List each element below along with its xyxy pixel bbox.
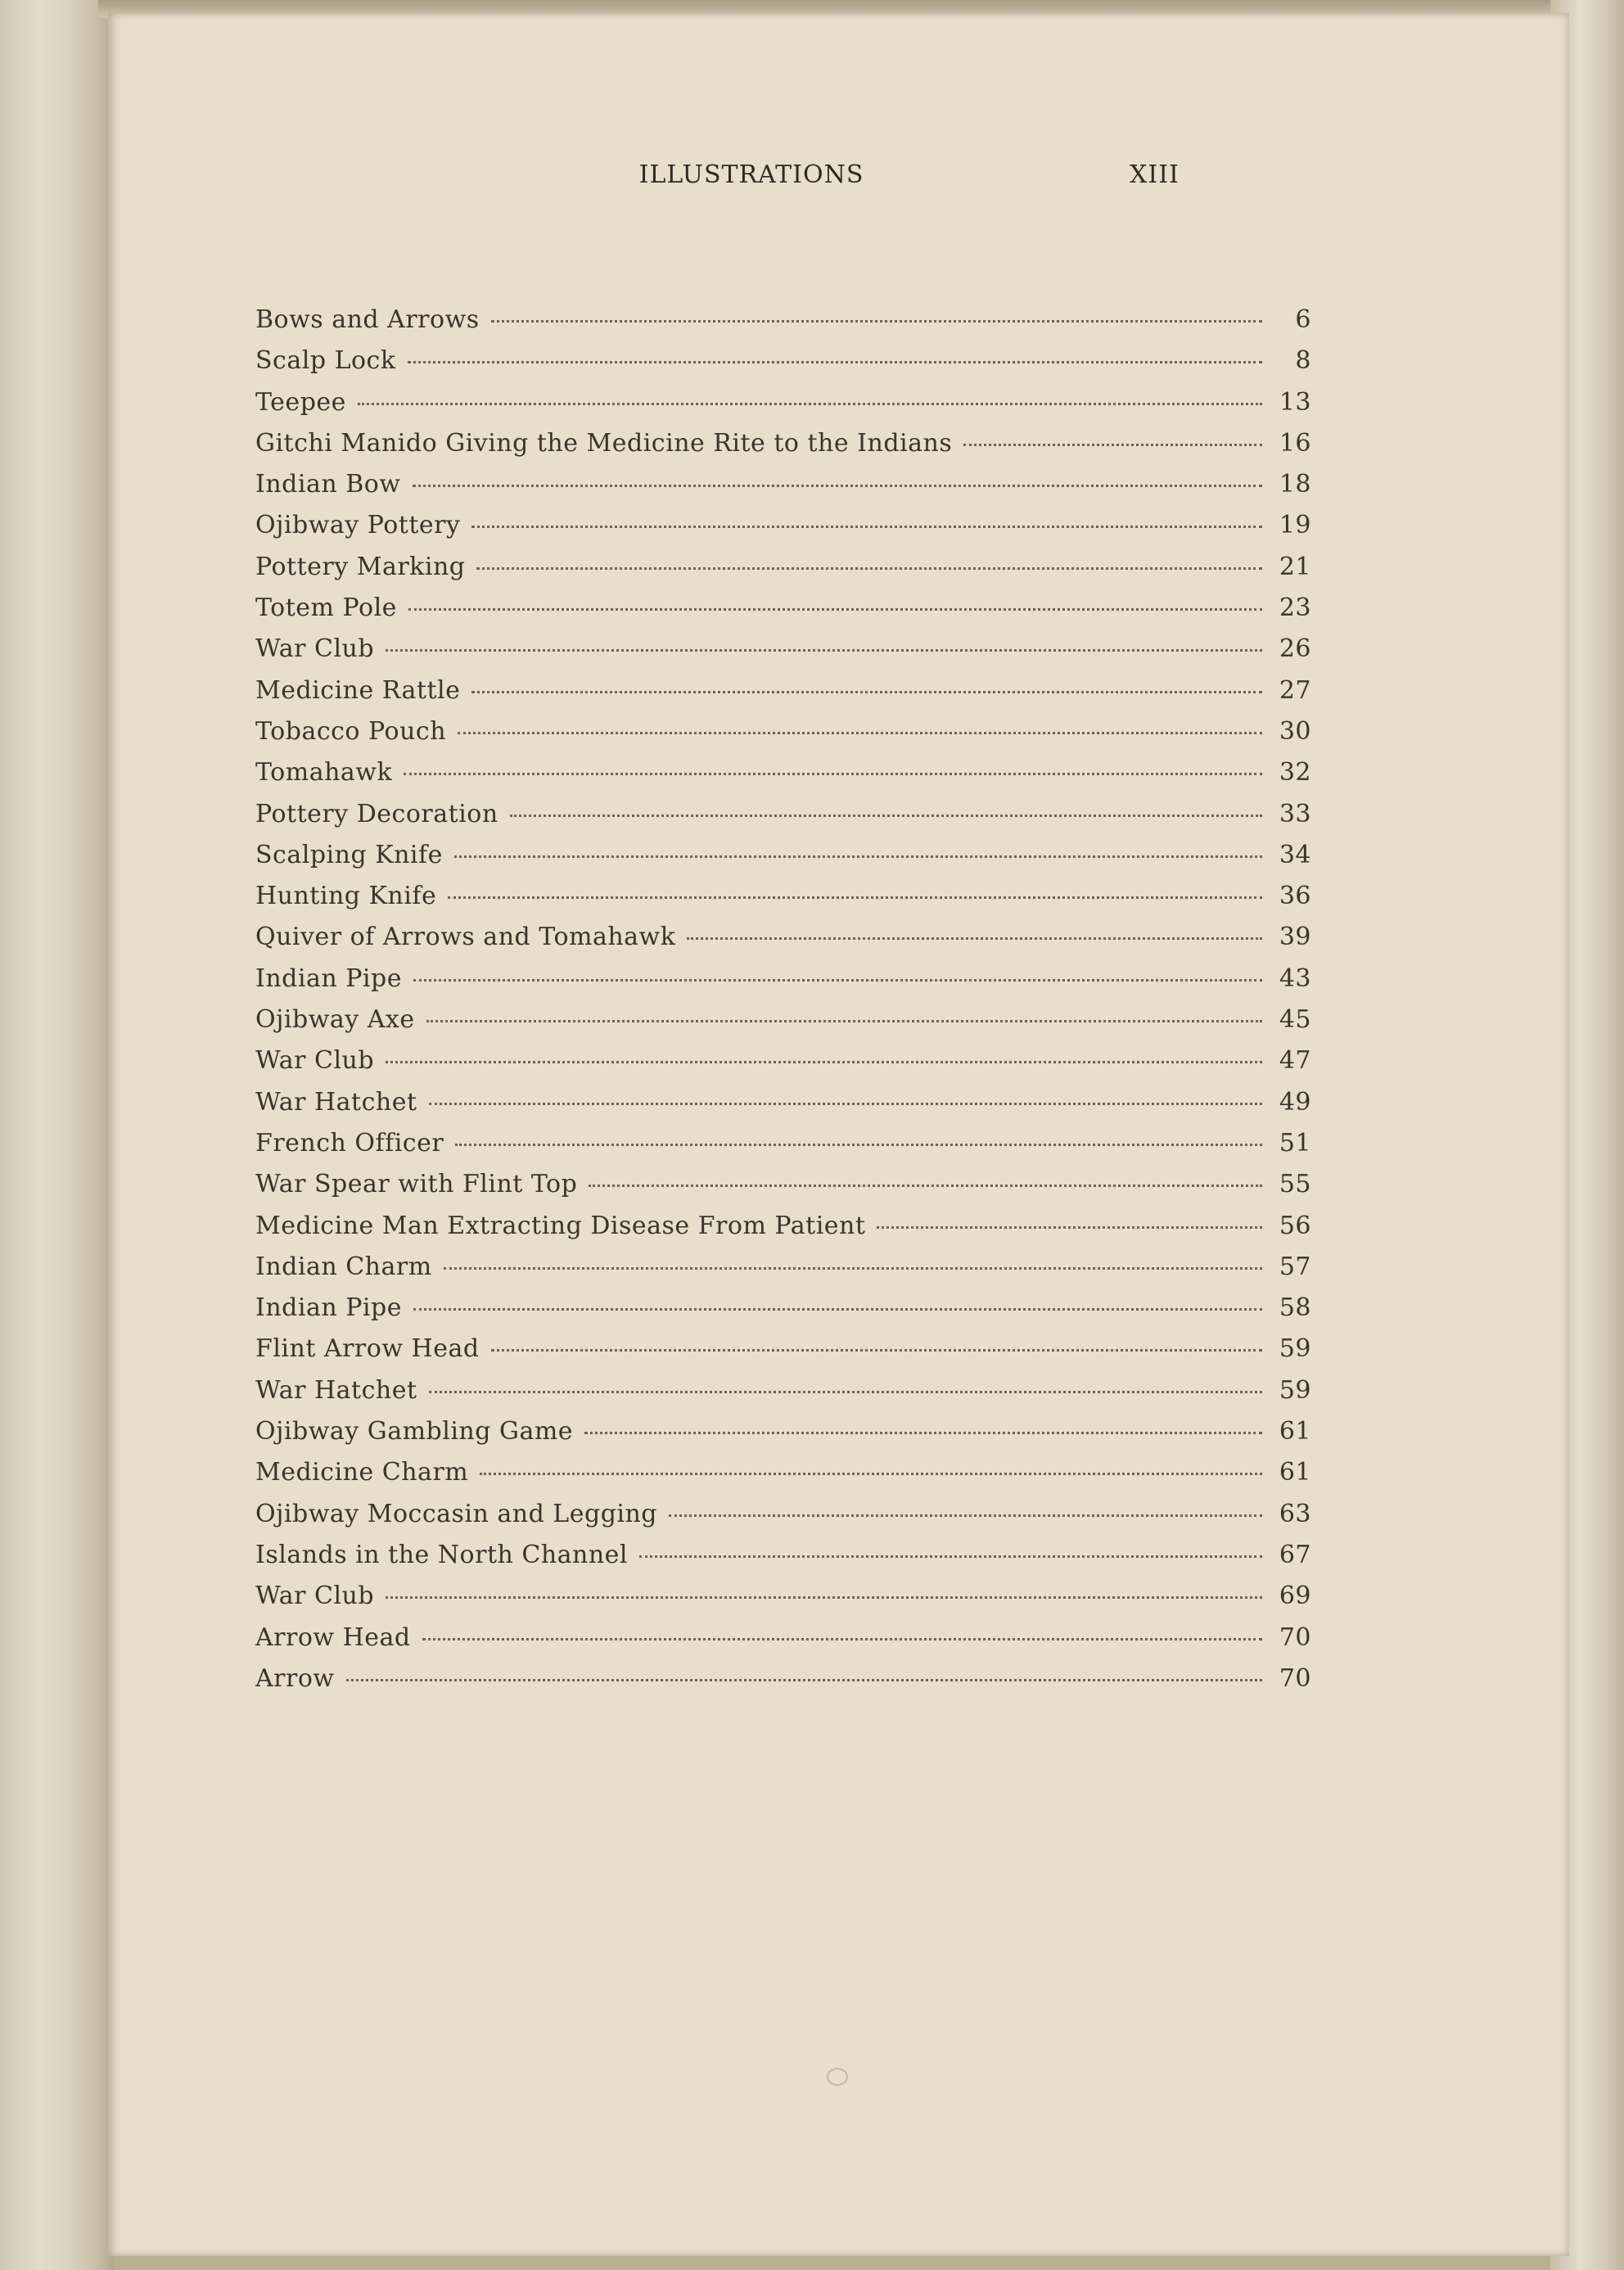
entry-label: Indian Bow [255,470,401,499]
dot-leader [386,649,1262,652]
entry-page-number: 67 [1279,1540,1311,1569]
list-item [255,429,1311,470]
entry-page-number: 59 [1279,1375,1311,1405]
dot-leader [491,1349,1262,1352]
dot-leader [444,1267,1262,1270]
binding-strip [0,0,115,2270]
list-item [255,388,1311,429]
dot-leader [346,1679,1262,1681]
dot-leader [404,773,1262,775]
entry-label: Islands in the North Channel [255,1540,629,1569]
entry-label: War Club [255,1046,375,1076]
dot-leader [454,855,1262,858]
entry-label: Ojibway Gambling Game [255,1417,574,1446]
paper-blemish [827,2068,848,2086]
page-title: ILLUSTRATIONS [638,160,864,189]
entry-label: Indian Pipe [255,964,402,993]
list-item [255,717,1311,758]
entry-page-number: 36 [1279,882,1311,911]
list-item [255,305,1311,346]
list-item [255,841,1311,882]
entry-page-number: 34 [1279,840,1311,869]
dot-leader [422,1638,1262,1640]
list-item [255,553,1311,593]
dot-leader [510,815,1262,817]
list-item [255,511,1311,552]
entry-label: Quiver of Arrows and Tomahawk [255,923,676,952]
entry-label: Gitchi Manido Giving the Medicine Rite to the Indians [255,428,953,458]
list-item [255,1252,1311,1293]
dot-leader [386,1061,1262,1063]
dot-leader [386,1596,1262,1599]
entry-page-number: 51 [1279,1128,1311,1158]
dot-leader [413,979,1262,982]
entry-page-number: 55 [1279,1170,1311,1199]
dot-leader [455,1144,1262,1146]
entry-page-number: 18 [1279,470,1311,499]
entry-label: Tomahawk [255,758,393,788]
entry-label: Arrow Head [255,1622,411,1652]
list-item [255,1334,1311,1375]
dot-leader [458,732,1262,734]
entry-label: Medicine Rattle [255,675,461,705]
entry-page-number: 70 [1279,1622,1311,1652]
entry-label: Hunting Knife [255,882,437,911]
entry-page-number: 45 [1279,1005,1311,1035]
entry-page-number: 8 [1295,346,1311,376]
list-item [255,1417,1311,1458]
entry-label: Arrow [255,1663,335,1693]
list-item [255,923,1311,964]
entry-label: War Spear with Flint Top [255,1170,578,1199]
dot-leader [589,1185,1262,1187]
entry-page-number: 63 [1279,1499,1311,1528]
list-item [255,1046,1311,1087]
entry-page-number: 56 [1279,1211,1311,1240]
entry-page-number: 49 [1279,1087,1311,1117]
dot-leader [408,361,1262,363]
entry-label: Scalp Lock [255,346,396,376]
dot-leader [491,320,1262,323]
dot-leader [480,1473,1262,1475]
entry-label: War Hatchet [255,1087,417,1117]
entry-page-number: 33 [1279,799,1311,828]
list-item [255,800,1311,841]
entry-label: French Officer [255,1128,444,1158]
entry-page-number: 58 [1279,1293,1311,1323]
entry-page-number: 57 [1279,1252,1311,1281]
entry-label: Ojibway Pottery [255,511,461,540]
dot-leader [639,1555,1262,1558]
list-item [255,593,1311,634]
entry-label: War Club [255,1582,375,1611]
list-item [255,1129,1311,1170]
list-item [255,758,1311,799]
entry-label: Bows and Arrows [255,305,480,334]
dot-leader [429,1103,1262,1105]
dot-leader [413,1308,1262,1311]
entry-label: Flint Arrow Head [255,1334,480,1364]
list-item [255,882,1311,923]
list-item [255,1541,1311,1582]
entry-page-number: 19 [1279,511,1311,540]
book-page [108,13,1569,2256]
entry-label: Pottery Marking [255,552,466,581]
dot-leader [426,1020,1262,1022]
illustrations-list [255,305,1311,1705]
list-item [255,346,1311,387]
list-item [255,1170,1311,1211]
entry-label: War Hatchet [255,1375,417,1405]
dot-leader [413,485,1263,487]
list-item [255,1088,1311,1129]
dot-leader [669,1514,1262,1517]
entry-label: Medicine Charm [255,1458,469,1487]
entry-label: Ojibway Axe [255,1005,415,1035]
dot-leader [476,567,1262,570]
list-item [255,964,1311,1005]
list-item [255,1005,1311,1046]
dot-leader [877,1226,1262,1229]
entry-page-number: 26 [1279,634,1311,664]
entry-page-number: 27 [1279,675,1311,705]
list-item [255,470,1311,511]
entry-page-number: 47 [1279,1046,1311,1076]
list-item [255,634,1311,675]
list-item [255,1293,1311,1334]
entry-label: Tobacco Pouch [255,716,447,746]
entry-label: Totem Pole [255,593,397,623]
entry-label: Pottery Decoration [255,799,498,828]
entry-page-number: 32 [1279,758,1311,788]
dot-leader [471,526,1262,528]
entry-page-number: 13 [1279,387,1311,417]
entry-label: Indian Pipe [255,1293,402,1323]
entry-label: Teepee [255,387,346,417]
entry-page-number: 59 [1279,1334,1311,1364]
list-item [255,1212,1311,1252]
entry-page-number: 16 [1279,428,1311,458]
page-number: XIII [1130,160,1180,189]
entry-label: Medicine Man Extracting Disease From Patient [255,1211,866,1240]
dot-leader [963,444,1262,446]
list-item [255,1500,1311,1541]
entry-page-number: 69 [1279,1582,1311,1611]
entry-page-number: 21 [1279,552,1311,581]
entry-page-number: 39 [1279,923,1311,952]
entry-page-number: 61 [1279,1458,1311,1487]
dot-leader [471,691,1262,693]
entry-page-number: 30 [1279,716,1311,746]
entry-page-number: 61 [1279,1417,1311,1446]
entry-page-number: 70 [1279,1663,1311,1693]
entry-page-number: 43 [1279,964,1311,993]
dot-leader [687,937,1262,940]
entry-label: Ojibway Moccasin and Legging [255,1499,658,1528]
dot-leader [358,403,1262,405]
list-item [255,1458,1311,1499]
dot-leader [429,1391,1262,1393]
list-item [255,1582,1311,1622]
list-item [255,1664,1311,1705]
list-item [255,1623,1311,1664]
running-head [108,160,1569,193]
list-item [255,676,1311,717]
dot-leader [448,896,1262,899]
entry-page-number: 6 [1295,305,1311,334]
entry-label: War Club [255,634,375,664]
list-item [255,1376,1311,1417]
entry-label: Indian Charm [255,1252,432,1281]
dot-leader [584,1432,1262,1434]
dot-leader [408,608,1262,611]
entry-page-number: 23 [1279,593,1311,623]
entry-label: Scalping Knife [255,840,443,869]
